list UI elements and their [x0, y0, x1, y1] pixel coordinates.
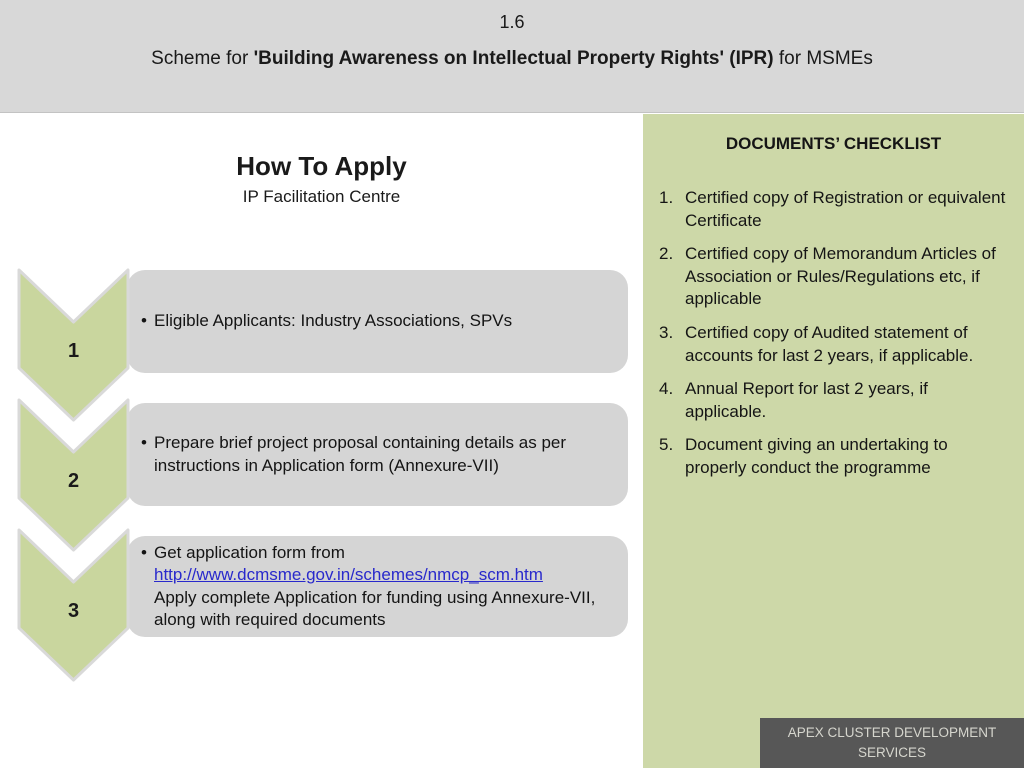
step-2-text-content: Prepare brief project proposal containing details as per instructions in Application form (Annexure-VII) [154, 433, 567, 475]
step-2-box [127, 403, 628, 506]
checklist-items [643, 187, 1024, 480]
checklist-item-text: Annual Report for last 2 years, if applicable. [685, 379, 928, 421]
footer-badge-text: APEX CLUSTER DEVELOPMENT SERVICES [787, 724, 997, 760]
checklist-item-number: 2. [659, 244, 674, 264]
checklist-item-number: 3. [659, 323, 674, 343]
step-1-chevron [17, 268, 130, 423]
checklist-item-text: Certified copy of Memorandum Articles of Association or Rules/Regulations etc, if applicable [685, 244, 996, 309]
step-2-number: 2 [67, 470, 80, 492]
checklist-item [659, 378, 1012, 423]
checklist-item-text: Certified copy of Audited statement of accounts for last 2 years, if applicable. [685, 323, 974, 365]
step-3-text-content: Get application form from [154, 542, 345, 562]
step-1-box [127, 270, 628, 373]
checklist-item [659, 243, 1012, 311]
checklist-item-number: 4. [659, 379, 674, 399]
slide-title-prefix: Scheme for [151, 48, 254, 69]
step-2-text [141, 432, 616, 477]
how-to-apply-title: How To Apply [236, 151, 407, 181]
checklist-item-number: 5. [659, 435, 674, 455]
bullet-icon: • [141, 433, 147, 453]
step-1-text [141, 310, 512, 332]
footer-badge [760, 718, 1024, 768]
step-3-box [127, 536, 628, 637]
checklist-item [659, 322, 1012, 367]
bullet-icon: • [141, 542, 147, 562]
bullet-icon: • [141, 311, 147, 331]
step-1-number: 1 [67, 340, 80, 362]
slide-title-bold: 'Building Awareness on Intellectual Property Rights' (IPR) [253, 48, 774, 69]
how-to-apply-subtitle: IP Facilitation Centre [242, 186, 401, 206]
step-3-number: 3 [67, 600, 80, 622]
slide-title-suffix: for MSMEs [773, 48, 873, 69]
header [0, 0, 1024, 113]
application-form-link[interactable]: http://www.dcmsme.gov.in/schemes/nmcp_scm.htm [154, 565, 543, 585]
slide-title [0, 48, 1024, 70]
checklist-item [659, 434, 1012, 479]
checklist-item-text: Certified copy of Registration or equivalent Certificate [685, 188, 1006, 230]
checklist-item-text: Document giving an undertaking to properly conduct the programme [685, 435, 948, 478]
checklist-item-number: 1. [659, 188, 674, 207]
checklist-title: DOCUMENTS’ CHECKLIST [725, 134, 942, 153]
step-3-text [141, 542, 616, 632]
checklist-item [659, 187, 1012, 232]
slide-number: 1.6 [499, 12, 525, 32]
step-1-text-content: Eligible Applicants: Industry Associations, SPVs [154, 311, 513, 331]
step-3-text-after-link: Apply complete Application for funding using Annexure-VII, along with required documents [154, 587, 596, 629]
documents-checklist-panel [643, 114, 1024, 768]
how-to-apply-heading [0, 152, 643, 207]
